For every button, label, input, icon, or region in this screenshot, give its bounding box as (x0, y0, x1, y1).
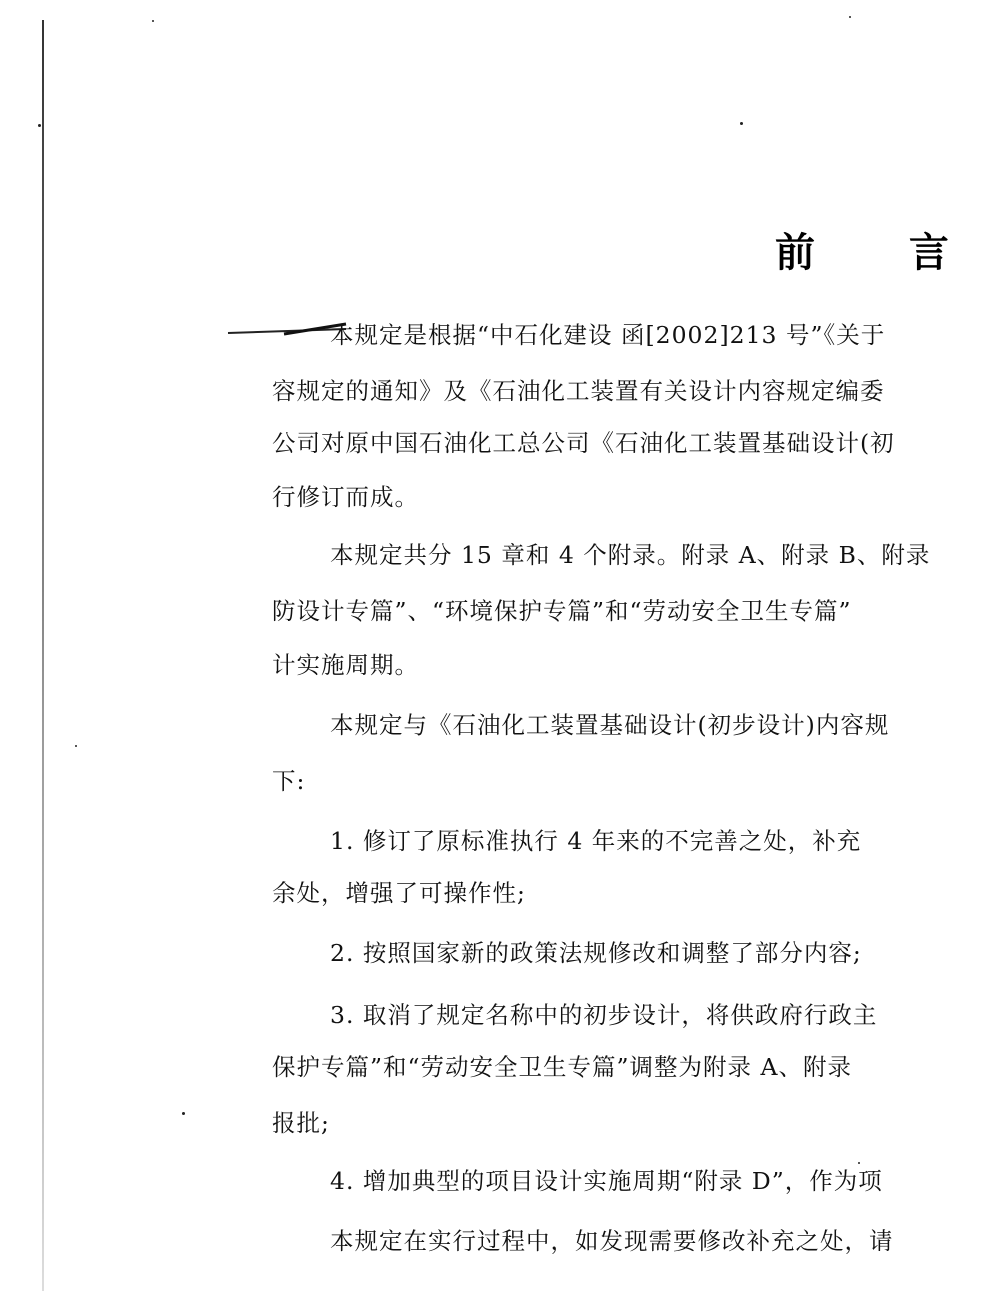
scan-binding-edge (42, 20, 44, 1291)
paragraph-line: 本规定在实行过程中，如发现需要修改补充之处，请 (330, 1227, 894, 1255)
list-item-line: 2. 按照国家新的政策法规修改和调整了部分内容; (330, 939, 862, 967)
scan-speck (152, 20, 154, 22)
paragraph-line: 计实施周期。 (272, 651, 419, 679)
scan-speck (75, 745, 77, 747)
paragraph-line: 本规定与《石油化工装置基础设计(初步设计)内容规 (330, 711, 890, 739)
pen-mark (228, 322, 346, 338)
list-item-line: 保护专篇”和“劳动安全卫生专篇”调整为附录 A、附录 (272, 1053, 852, 1081)
paragraph-line: 本规定共分 15 章和 4 个附录。附录 A、附录 B、附录 (330, 541, 931, 569)
scan-speck (740, 122, 743, 125)
list-item-line: 1. 修订了原标准执行 4 年来的不完善之处，补充 (330, 827, 862, 855)
scan-speck (182, 1112, 185, 1115)
scan-speck (38, 124, 41, 127)
paragraph-line: 防设计专篇”、“环境保护专篇”和“劳动安全卫生专篇” (272, 597, 852, 625)
page-title: 前 言 (775, 229, 989, 276)
list-item-line: 报批; (272, 1109, 330, 1137)
scan-speck (858, 1162, 860, 1164)
paragraph-line: 下: (272, 767, 306, 795)
paragraph-line: 行修订而成。 (272, 483, 419, 511)
paragraph-line: 容规定的通知》及《石油化工装置有关设计内容规定编委 (272, 377, 885, 405)
list-item-line: 4. 增加典型的项目设计实施周期“附录 D”，作为项 (330, 1167, 883, 1195)
list-item-line: 余处，增强了可操作性; (272, 879, 526, 907)
list-item-line: 3. 取消了规定名称中的初步设计，将供政府行政主 (330, 1001, 878, 1029)
paragraph-line: 公司对原中国石油化工总公司《石油化工装置基础设计(初 (272, 429, 895, 457)
paragraph-line: 本规定是根据“中石化建设 函[2002]213 号”《关于 (330, 321, 886, 349)
scan-speck (849, 16, 851, 18)
